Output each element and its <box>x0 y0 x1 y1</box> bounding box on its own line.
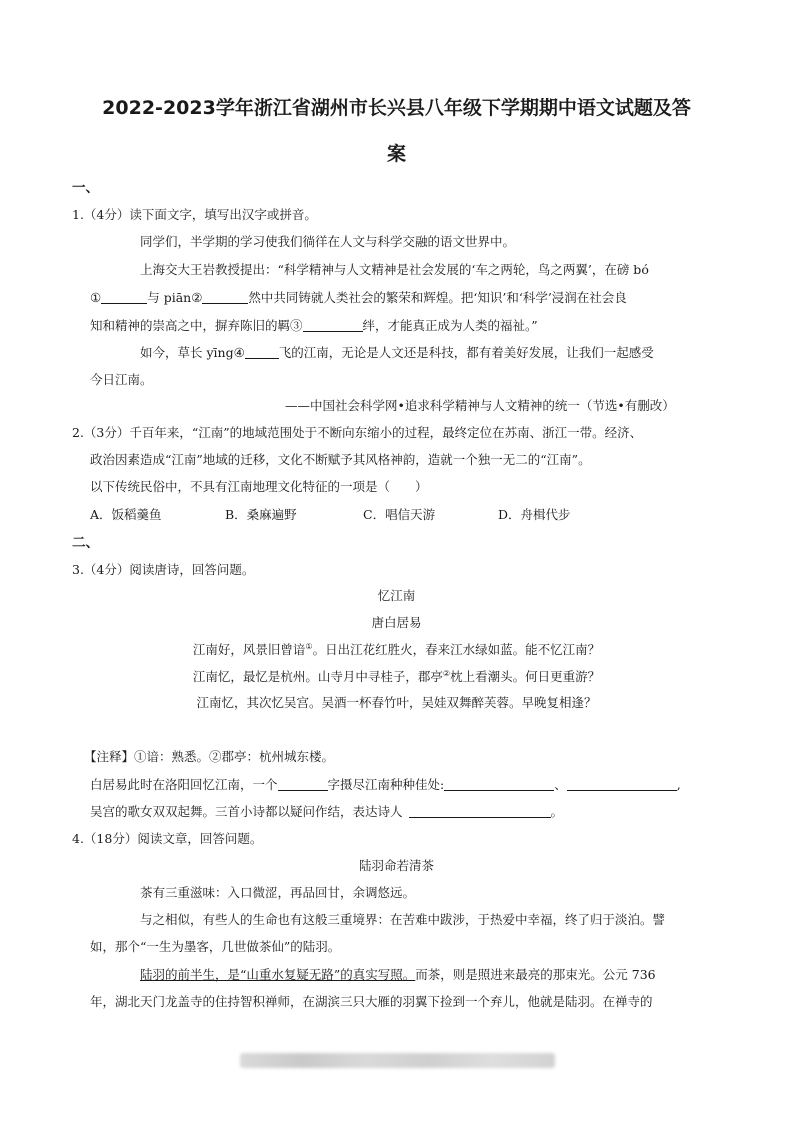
blurred-footer <box>240 1053 555 1068</box>
q1-stem: 1.（4分）读下面文字，填写出汉字或拼音。 <box>72 207 317 222</box>
q2-question: 以下传统民俗中，不具有江南地理文化特征的一项是（ ） <box>90 479 428 494</box>
q1-paragraph-3-line2: 今日江南。 <box>90 372 153 387</box>
poem-text: 。日出江花红胜火，春来江水绿如蓝。能不忆江南？ <box>312 642 601 657</box>
answer-blank-q3-scene-2[interactable] <box>567 777 677 791</box>
q3-text-segment: , <box>676 777 681 792</box>
footnote-marker: ② <box>442 668 451 678</box>
footnote-marker: ① <box>305 641 313 651</box>
q2-option-c[interactable]: C．唱信天游 <box>363 507 436 522</box>
answer-blank-q3-scene-1[interactable] <box>444 777 554 791</box>
q3-text-segment: 、 <box>554 777 567 792</box>
section-heading-1: 一、 <box>72 180 99 196</box>
article-text: 而茶，则是照进来最亮的那束光。公元 736 <box>415 967 656 982</box>
answer-blank-3[interactable] <box>303 318 363 332</box>
poem-title: 忆江南 <box>377 588 416 603</box>
q2-option-d[interactable]: D．舟楫代步 <box>498 507 571 522</box>
q1-paragraph-2-line1: 上海交大王岩教授提出：“科学精神与人文精神是社会发展的‘车之两轮，鸟之两翼’，在磅 bó <box>140 262 649 277</box>
q3-text-segment: 吴宫的歌女双双起舞。三首小诗都以疑问作结，表达诗人 <box>90 804 403 819</box>
blank-1-number: ① <box>90 290 102 305</box>
document-title-line1: 2022-2023学年浙江省湖州市长兴县八年级下学期期中语文试题及答 <box>102 97 691 119</box>
poem-notes: 【注释】①谙：熟悉。②郡亭：杭州城东楼。 <box>84 749 335 764</box>
q3-text-segment: 白居易此时在洛阳回忆江南，一个 <box>90 777 278 792</box>
q3-task-line1 <box>90 776 681 794</box>
q3-task-line2 <box>90 803 563 821</box>
q1-paragraph-2-line3 <box>90 317 538 335</box>
q1-text-segment: 如今，草长 yīng④ <box>140 345 245 360</box>
answer-blank-4[interactable] <box>245 345 279 359</box>
article-paragraph-1: 茶有三重滋味：入口微涩，再品回甘，余调悠远。 <box>140 885 416 900</box>
q3-stem: 3.（4分）阅读唐诗，回答问题。 <box>72 562 255 577</box>
answer-blank-1[interactable] <box>101 290 147 304</box>
document-title-line2: 案 <box>386 143 406 165</box>
article-paragraph-2-line1: 与之相似，有些人的生命也有这般三重境界：在苦难中跋涉，于热爱中幸福，终了归于淡泊。譬 <box>140 912 666 927</box>
q1-paragraph-3-line1 <box>140 344 654 362</box>
poem-author: 唐白居易 <box>371 615 422 630</box>
q1-paragraph-1: 同学们，半学期的学习使我们徜徉在人文与科学交融的语文世界中。 <box>140 234 516 249</box>
article-paragraph-3-line2: 年，湖北天门龙盖寺的住持智积禅师，在湖滨三只大雁的羽翼下捡到一个弃儿，他就是陆羽。在禅寺的 <box>90 994 653 1009</box>
poem-text: 江南好，风景旧曾谙 <box>192 642 306 657</box>
article-title: 陆羽命若清茶 <box>358 858 434 873</box>
underlined-sentence: 陆羽的前半生，是“山重水复疑无路”的真实写照。 <box>140 967 416 982</box>
q3-text-segment: 。 <box>550 804 564 819</box>
answer-blank-q3-word[interactable] <box>278 777 328 791</box>
q2-option-a[interactable]: A．饭稻羹鱼 <box>90 507 162 522</box>
q4-stem: 4.（18分）阅读文章，回答问题。 <box>72 831 263 846</box>
q1-text-segment: 然中共同铸就人类社会的繁荣和辉煌。把‘知识’和‘科学’浸润在社会良 <box>248 290 627 305</box>
poem-text: 枕上看潮头。何日更重游？ <box>450 669 601 684</box>
article-paragraph-2-line2: 如，那个“一生为墨客，几世做茶仙”的陆羽。 <box>90 939 341 954</box>
poem-line-2 <box>0 668 793 686</box>
q1-paragraph-2-line2 <box>90 289 627 307</box>
q1-text-segment: 知和精神的崇高之中，摒弃陈旧的羁③ <box>90 318 303 333</box>
answer-blank-2[interactable] <box>202 290 248 304</box>
q2-option-b[interactable]: B．桑麻遍野 <box>225 507 297 522</box>
poem-line-1 <box>0 641 793 659</box>
q2-stem-line1: 2.（3分）千百年来，“江南”的地域范围处于不断向东缩小的过程，最终定位在苏南、浙江一带。经济、 <box>72 425 643 440</box>
q1-source: ——中国社会科学网•追求科学精神与人文精神的统一（节选•有删改） <box>285 398 675 413</box>
answer-blank-q3-emotion[interactable] <box>409 804 551 818</box>
article-paragraph-3-line1 <box>140 966 656 984</box>
poem-line-3: 江南忆，其次忆吴宫。吴酒一杯春竹叶，吴娃双舞醉芙蓉。早晚复相逢？ <box>196 695 597 710</box>
poem-text: 江南忆，最忆是杭州。山寺月中寻桂子，郡亭 <box>192 669 443 684</box>
q2-stem-line2: 政治因素造成“江南”地域的迁移，文化不断赋予其风格神韵，造就一个独一无二的“江南”。 <box>90 452 591 467</box>
section-heading-2: 二、 <box>72 535 99 551</box>
q1-text-segment: 飞的江南，无论是人文还是科技，都有着美好发展，让我们一起感受 <box>278 345 654 360</box>
q3-text-segment: 字摄尽江南种种佳处: <box>327 777 445 792</box>
q1-text-segment: 与 piān② <box>147 290 203 305</box>
q1-text-segment: 绊，才能真正成为人类的福祉。” <box>362 318 538 333</box>
